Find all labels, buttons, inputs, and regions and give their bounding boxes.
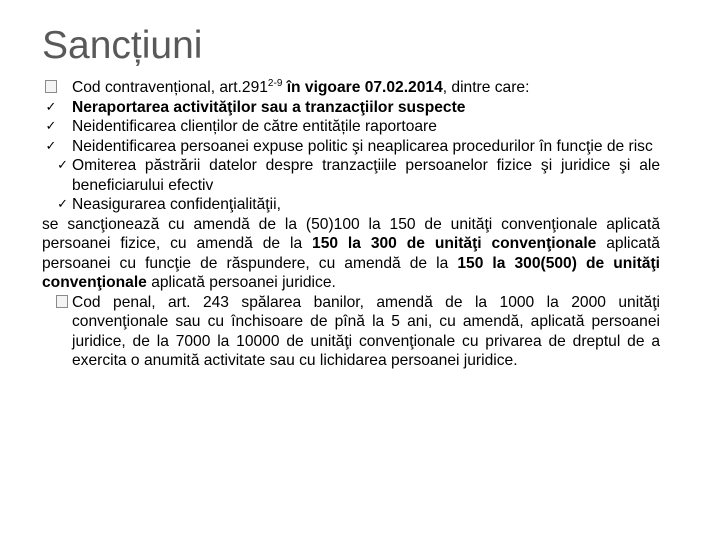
list-item-text: Neasigurarea confidenţialităţii, [72, 196, 281, 213]
box-bullet-icon [42, 293, 68, 313]
checkmark-icon: ✓ [57, 158, 68, 173]
sanction-bold: 150 la 300(500) de unităţi convenţionale [42, 254, 661, 291]
list-item [42, 156, 660, 195]
checkmark-icon: ✓ [45, 99, 57, 115]
checkmark-icon: ✓ [45, 119, 57, 134]
sanction-text: aplicată persoanei cu funcţie de răspundere, cu amendă de la [42, 235, 660, 272]
slide-title: Sancțiuni [42, 24, 203, 67]
checkmark-icon: ✓ [57, 197, 68, 212]
box-bullet-icon [38, 78, 64, 98]
sanction-text: se sancţionează cu amendă de la (50)100 la 150 de unităţi convenţionale aplicată persoanei fizice, cu amendă de la [42, 215, 660, 252]
intro-suffix: , dintre care: [442, 79, 530, 96]
sanction-paragraph [42, 215, 660, 293]
sanction-bold: 150 la 300 de unităţi convenţionale [312, 235, 597, 252]
list-item-penal [42, 293, 660, 371]
list-item [42, 137, 660, 157]
checkmark-icon: ✓ [45, 138, 57, 154]
list-item [42, 98, 660, 118]
slide-content [42, 78, 660, 371]
list-item-text: Neidentificarea clienților de către entitățile raportoare [72, 118, 437, 135]
intro-text: Cod contravențional, art.291 [72, 79, 268, 96]
list-item-text: Omiterea păstrării datelor despre tranzacţiile persoanelor fizice şi juridice şi ale beneficiarului efectiv [72, 157, 660, 194]
sanction-text: aplicată persoanei juridice. [146, 274, 336, 291]
penal-text: Cod penal, art. 243 spălarea banilor, amendă de la 1000 la 2000 unităţi convenţionale sau cu închisoare de pînă la 5 ani, cu amendă, aplicată persoanei juridice, de la 7000 la 10000 de unităţi convenţionale cu privarea de dreptul de a exercita o anumită activitate sau cu lichidarea persoanei juridice. [72, 293, 660, 369]
article-superscript: 2-9 [267, 78, 283, 89]
list-item-text: Neidentificarea persoanei expuse politic şi neaplicarea procedurilor în funcţie de risc [72, 137, 653, 155]
intro-date: în vigoare 07.02.2014 [282, 79, 443, 96]
list-item [42, 195, 660, 215]
list-item-text: Neraportarea activităţilor sau a tranzacţiilor suspecte [72, 98, 466, 116]
list-item [42, 117, 660, 137]
list-item-intro [42, 78, 660, 98]
